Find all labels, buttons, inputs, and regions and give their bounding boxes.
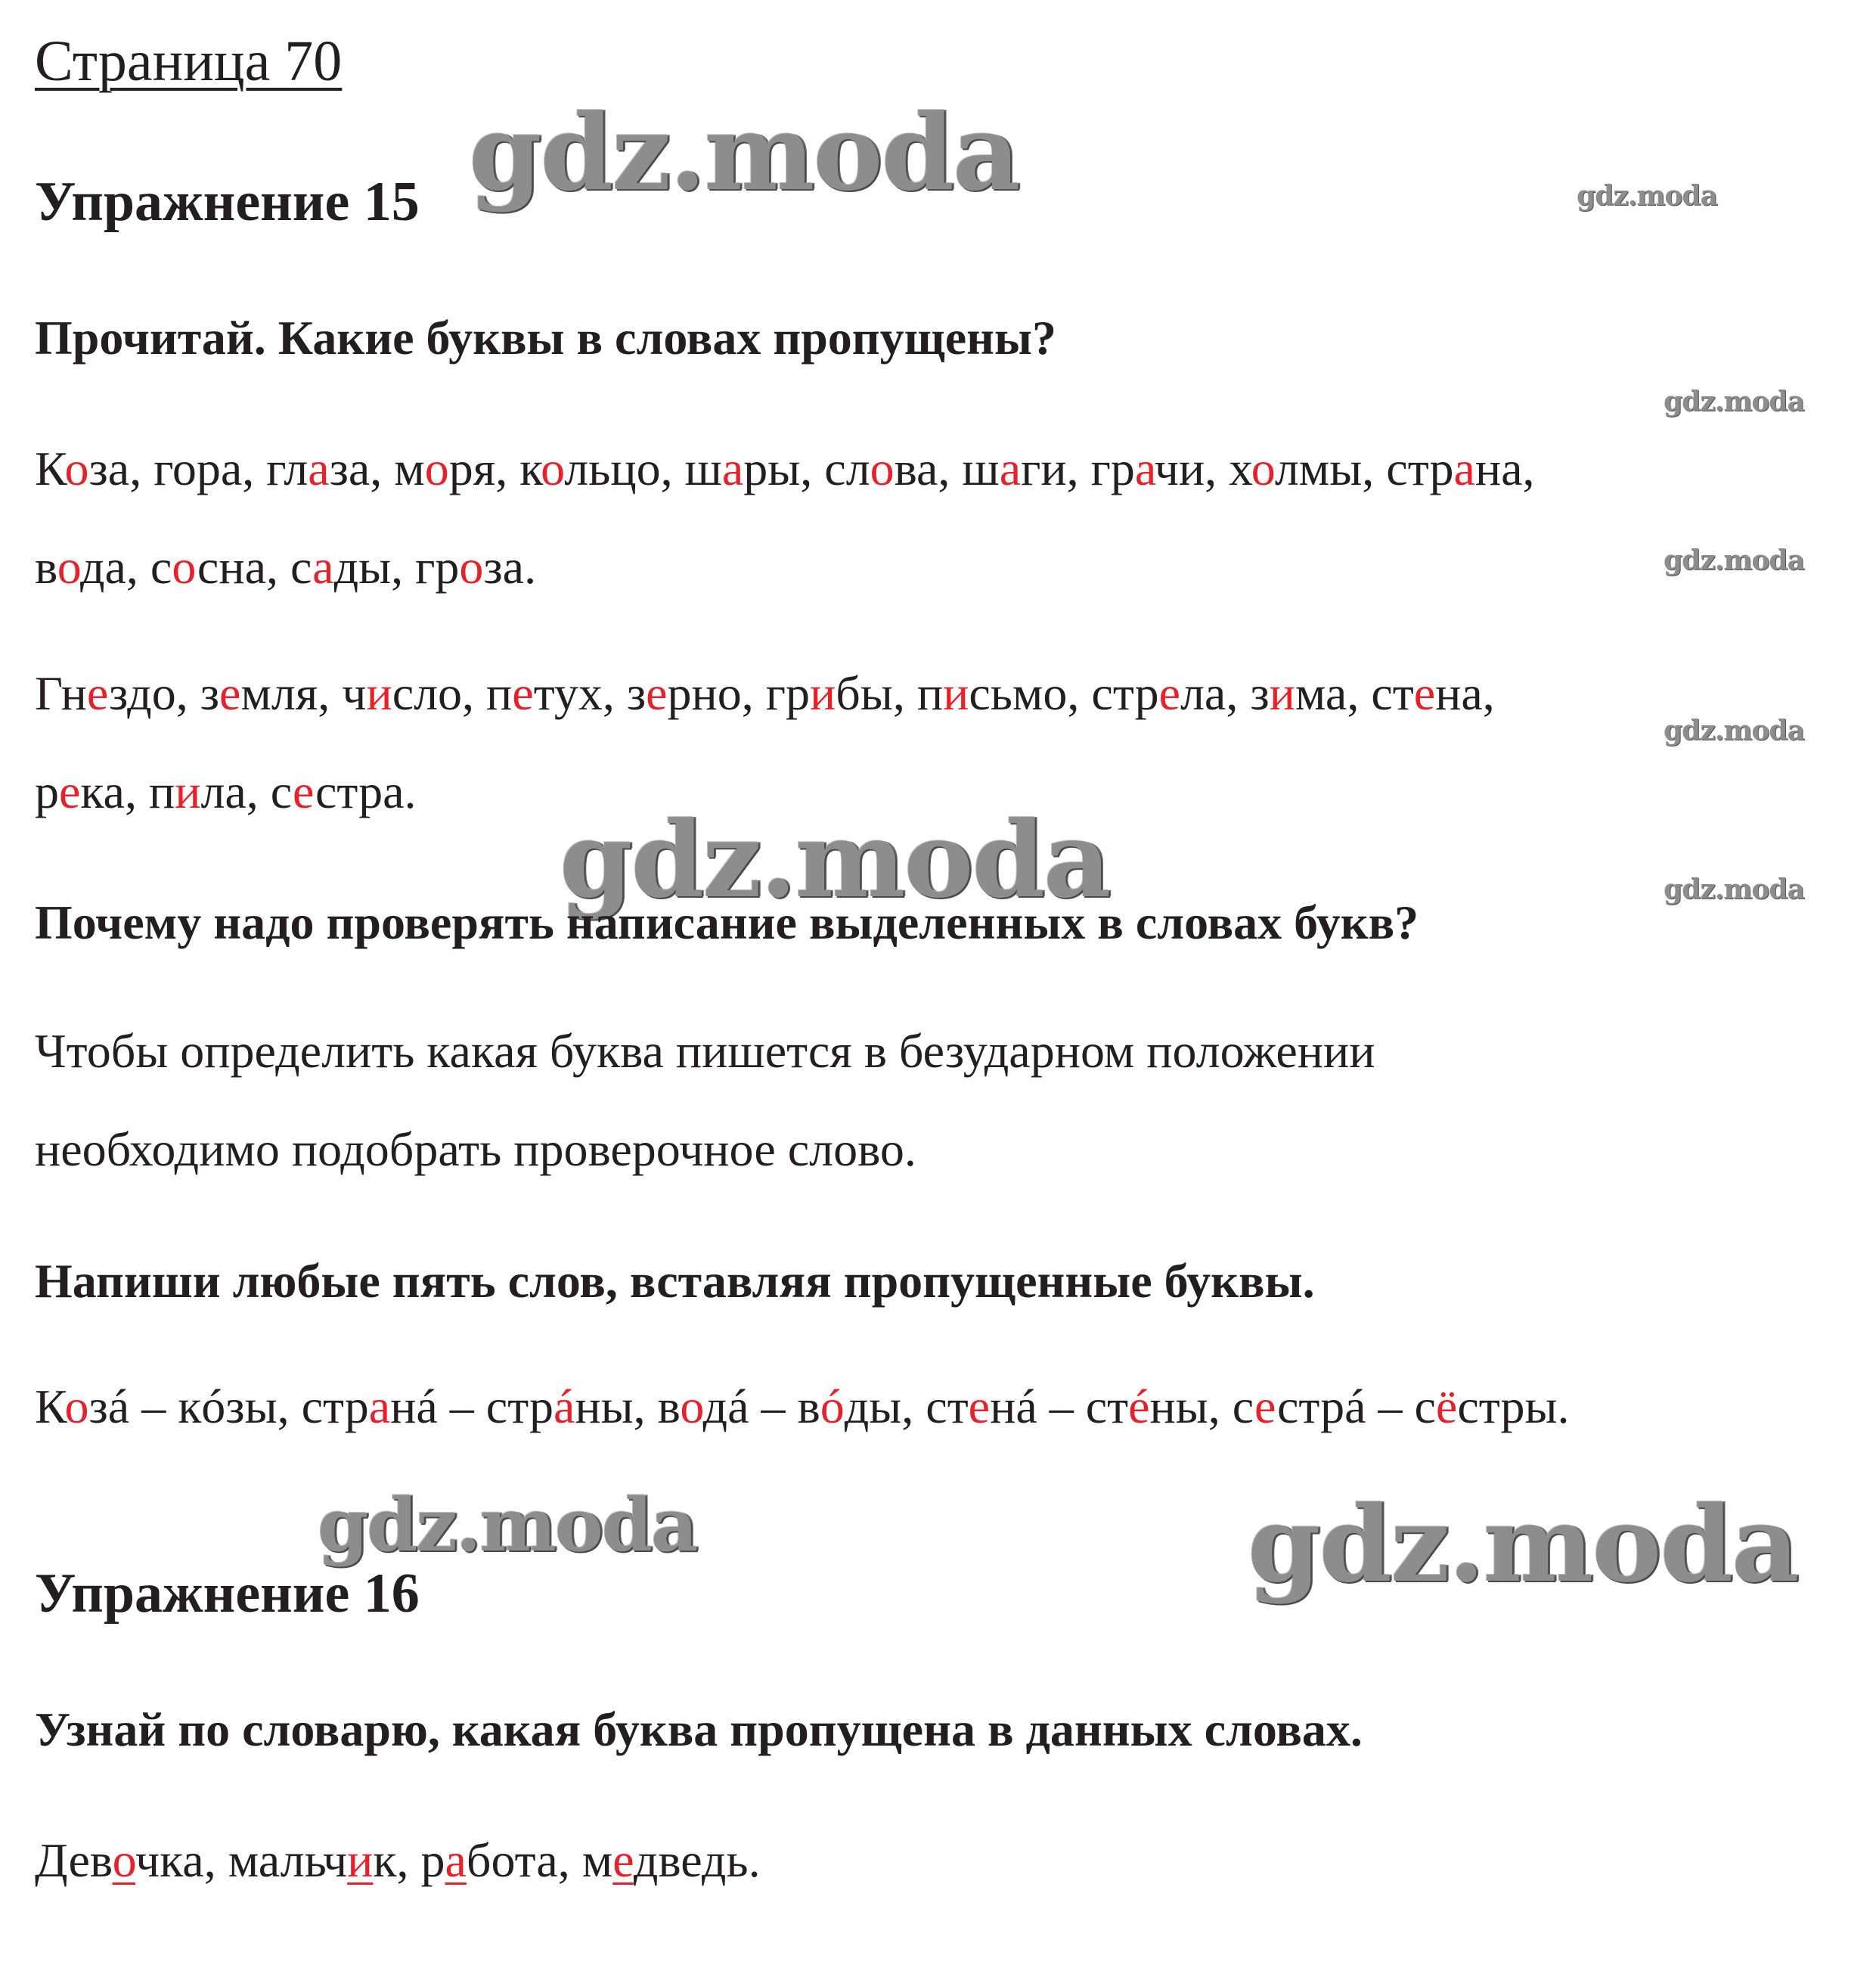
text-segment: р [35,765,59,818]
highlighted-letter: о [1251,442,1275,495]
highlighted-letter: е [646,666,668,720]
exercise-15-task-3: Напиши любые пять слов, вставляя пропущенные буквы. [35,1254,1315,1308]
highlighted-letter: е [59,765,81,818]
highlighted-letter: а [1453,442,1475,495]
highlighted-letter: е [1158,666,1180,720]
answer-line [35,1833,761,1889]
highlighted-letter: о [870,442,895,495]
watermark-logo: gdz.moda [318,1482,697,1568]
highlighted-letter: е [512,666,534,720]
exercise-15-task-1: Прочитай. Какие буквы в словах пропущены? [35,311,1056,365]
text-segment: ды, гр [333,540,460,594]
text-segment: нá – стр [390,1380,553,1433]
highlighted-letter: ё [1435,1380,1458,1433]
highlighted-letter: á [553,1380,575,1433]
highlighted-letter: а [445,1833,467,1887]
text-segment: к, р [373,1833,445,1887]
text-segment: нá – ст [990,1380,1129,1433]
watermark-logo: gdz.moda [1664,386,1804,417]
text-segment: за, гора, гл [88,442,309,495]
highlighted-letter: и [366,666,392,720]
highlighted-letter: о [112,1833,135,1887]
watermark-logo: gdz.moda [560,798,1110,921]
text-segment: дá – в [702,1380,820,1433]
highlighted-letter: и [1269,666,1295,720]
text-segment: сна, с [197,540,313,594]
answer-line [35,441,1535,497]
text-segment: здо, з [109,666,219,720]
exercise-15-heading: Упражнение 15 [35,171,420,233]
text-segment: льцо, ш [564,442,722,495]
highlighted-letter: и [943,666,969,720]
highlighted-letter: е [219,666,241,720]
text-segment: лмы, стр [1274,442,1454,495]
text-segment: ва, ш [894,442,1000,495]
text-segment: ла, с [200,765,293,818]
text-segment: зá – кóзы, стр [88,1380,369,1433]
answer-text: Чтобы определить какая буква пишется в безударном положении [35,1024,1375,1078]
exercise-15-task-2: Почему надо проверять написание выделенных в словах букв? [35,895,1419,949]
text-segment: ла, з [1180,666,1270,720]
answer-line [35,1379,1569,1435]
highlighted-letter: о [680,1380,703,1433]
highlighted-letter: а [368,1380,391,1433]
text-segment: тух, з [533,666,647,720]
highlighted-letter: е [292,765,315,818]
exercise-16-task-1: Узнай по словарю, какая буква пропущена в данных словах. [35,1702,1363,1756]
highlighted-letter: о [64,1380,89,1433]
text-segment: ны, в [575,1380,681,1433]
text-segment: Дев [35,1833,113,1887]
text-segment: ги, гр [1021,442,1135,495]
highlighted-letter: о [541,442,565,495]
highlighted-letter: о [57,540,80,594]
highlighted-letter: о [424,442,449,495]
text-segment: стра. [315,765,417,818]
watermark-logo: gdz.moda [1664,545,1804,576]
text-segment: бота, м [466,1833,613,1887]
highlighted-letter: о [64,442,89,495]
text-segment: Гн [35,666,87,720]
highlighted-letter: а [721,442,744,495]
highlighted-letter: о [459,540,484,594]
text-segment: сьмо, стр [969,666,1159,720]
text-segment: ры, сл [743,442,870,495]
text-segment: да, с [79,540,172,594]
highlighted-letter: и [347,1833,374,1887]
exercise-16-heading: Упражнение 16 [35,1563,420,1625]
text-segment: К [35,1380,65,1433]
text-segment: чка, мальч [135,1833,348,1887]
text-segment: дведь. [633,1833,761,1887]
page-title: Страница 70 [35,29,343,93]
highlighted-letter: а [308,442,330,495]
text-segment: ны, с [1149,1380,1254,1433]
highlighted-letter: а [999,442,1022,495]
watermark-logo: gdz.moda [1577,180,1717,212]
highlighted-letter: е [612,1833,634,1887]
highlighted-letter: е [86,666,109,720]
text-segment: мля, ч [240,666,367,720]
text-segment: за. [483,540,537,594]
answer-text: необходимо подобрать проверочное слово. [35,1122,916,1176]
highlighted-letter: ó [820,1380,845,1433]
text-segment: на, [1435,666,1495,720]
text-segment: в [35,540,57,594]
answer-line [35,666,1495,722]
watermark-logo: gdz.moda [1664,874,1804,905]
text-segment: стрá – с [1276,1380,1436,1433]
highlighted-letter: é [1128,1380,1150,1433]
text-segment: бы, п [836,666,944,720]
answer-line [35,539,536,595]
highlighted-letter: и [175,765,201,818]
highlighted-letter: е [1413,666,1436,720]
text-segment: К [35,442,65,495]
watermark-logo: gdz.moda [1664,715,1804,746]
text-segment: стры. [1457,1380,1570,1433]
text-segment: ка, п [80,765,175,818]
text-segment: на, [1474,442,1535,495]
highlighted-letter: и [810,666,836,720]
text-segment: за, м [329,442,425,495]
text-segment: чи, х [1154,442,1251,495]
answer-line [35,764,417,820]
text-segment: сло, п [392,666,513,720]
watermark-logo: gdz.moda [1248,1482,1798,1606]
highlighted-letter: а [312,540,334,594]
text-segment: ды, ст [844,1380,969,1433]
text-segment: рно, гр [667,666,810,720]
highlighted-letter: е [968,1380,991,1433]
highlighted-letter: о [172,540,197,594]
highlighted-letter: е [1254,1380,1277,1433]
text-segment: ма, ст [1295,666,1414,720]
text-segment: ря, к [448,442,541,495]
highlighted-letter: а [1134,442,1155,495]
watermark-logo: gdz.moda [469,91,1019,214]
